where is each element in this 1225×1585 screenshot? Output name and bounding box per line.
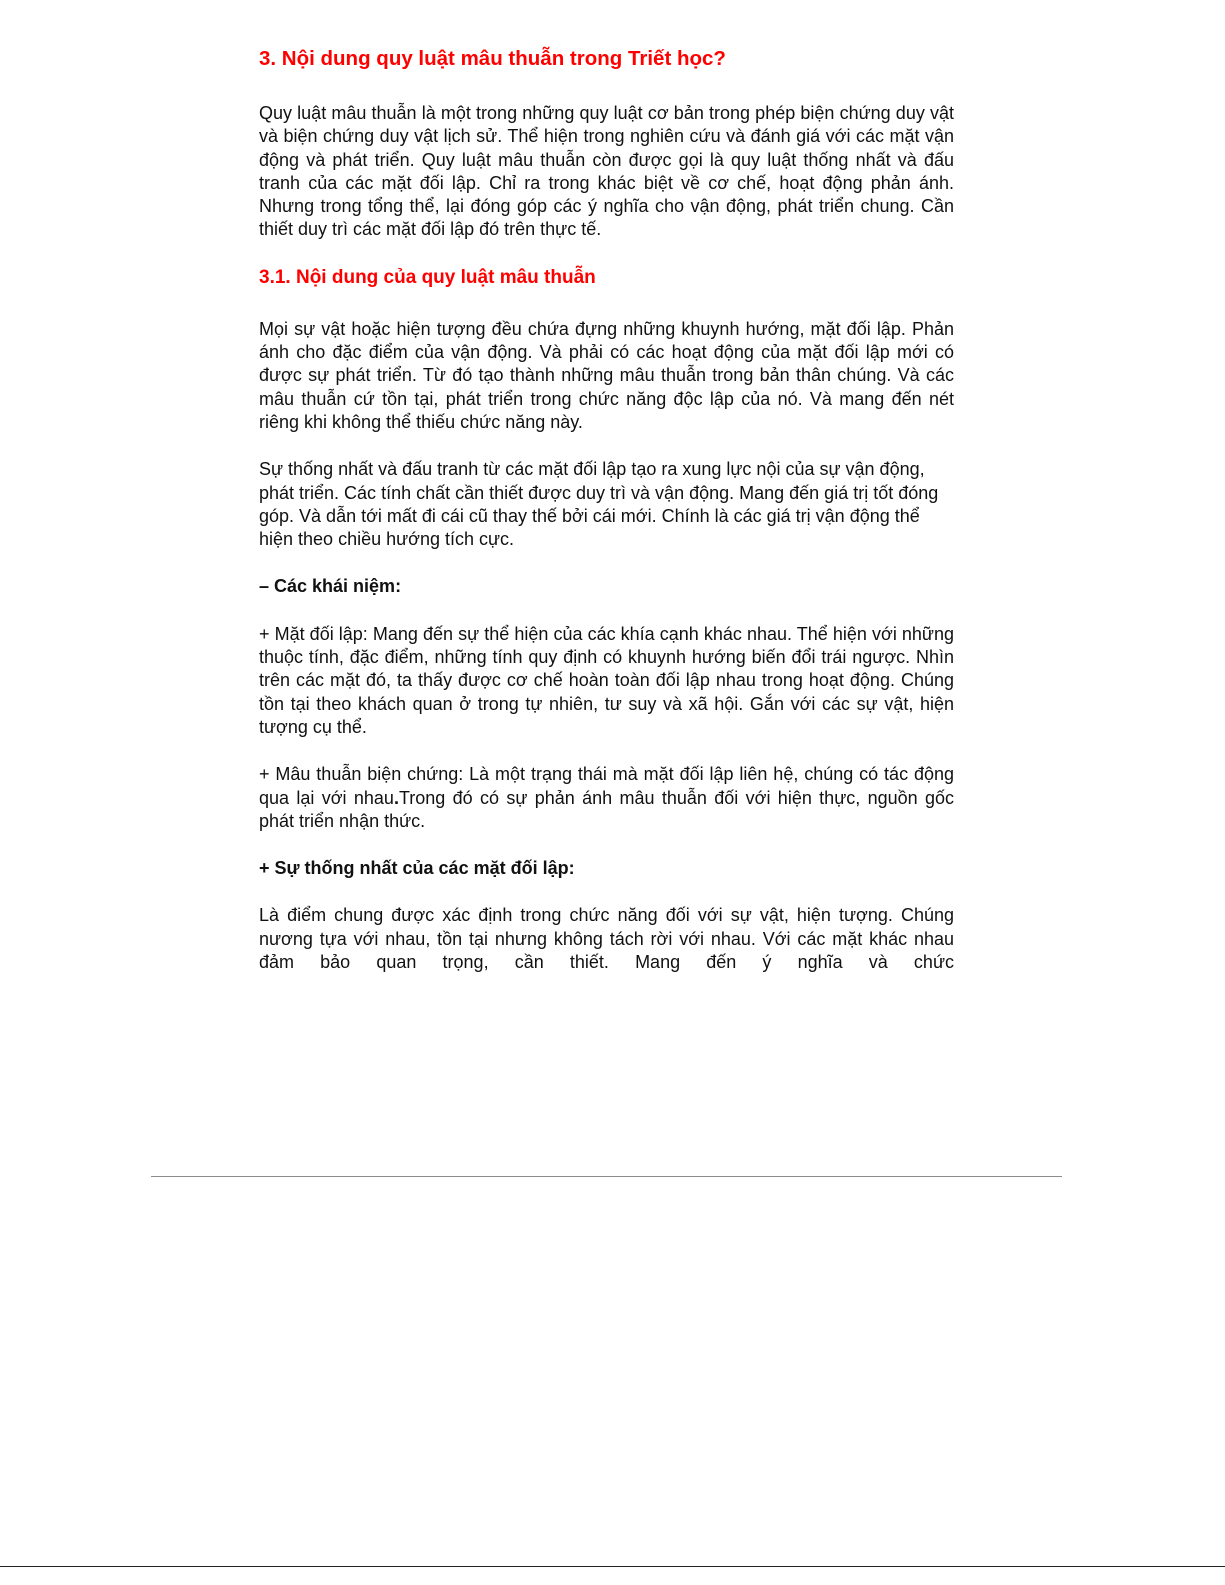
section-3-heading: 3. Nội dung quy luật mâu thuẫn trong Triết học? <box>259 47 726 70</box>
opposites-paragraph: + Mặt đối lập: Mang đến sự thể hiện của các khía cạnh khác nhau. Thể hiện với những thuộc tính, đặc điểm, những tính quy định có khuynh hướng biến đổi trái ngược. Nhìn trên các mặt đó, ta thấy được cơ chế hoàn toàn đối lập nhau trong hoạt động. Chúng tồn tại theo khách quan ở trong tự nhiên, tư suy và xã hội. Gắn với các sự vật, hiện tượng cụ thể. <box>259 623 954 737</box>
concepts-heading: – Các khái niệm: <box>259 576 402 597</box>
bottom-edge-line <box>0 1566 1225 1567</box>
dialectical-text-part-2: Trong đó có sự phản ánh mâu thuẫn đối với hiện thực, nguồn gốc phát triển nhận thức. <box>259 787 955 831</box>
dialectical-contradiction-paragraph <box>259 763 954 833</box>
unity-heading: + Sự thống nhất của các mặt đối lập: <box>259 858 575 879</box>
section-3-1-paragraph-1: Mọi sự vật hoặc hiện tượng đều chứa đựng những khuynh hướng, mặt đối lập. Phản ánh cho đặc điểm của vận động. Và phải có các hoạt động của mặt đối lập mới có được sự phát triển. Từ đó tạo thành những mâu thuẫn trong bản thân chúng. Và các mâu thuẫn cứ tồn tại, phát triển trong chức năng độc lập của nó. Và mang đến nét riêng khi không thể thiếu chức năng này. <box>259 318 954 432</box>
dialectical-bold-period: . <box>393 787 399 808</box>
section-3-paragraph: Quy luật mâu thuẫn là một trong những quy luật cơ bản trong phép biện chứng duy vật và biện chứng duy vật lịch sử. Thể hiện trong nghiên cứu và đánh giá với các mặt vận động và phát triển. Quy luật mâu thuẫn còn được gọi là quy luật thống nhất và đấu tranh của các mặt đối lập. Chỉ ra trong khác biệt về cơ chế, hoạt động phản ánh. Nhưng trong tổng thể, lại đóng góp các ý nghĩa cho vận động, phát triển chung. Cần thiết duy trì các mặt đối lập đó trên thực tế. <box>259 103 954 240</box>
unity-paragraph: Là điểm chung được xác định trong chức năng đối với sự vật, hiện tượng. Chúng nương tựa với nhau, tồn tại nhưng không tách rời với nhau. Với các mặt khác nhau đảm bảo quan trọng, cần thiết. Mang đến ý nghĩa và chức <box>259 905 954 973</box>
section-3-1-paragraph-2: Sự thống nhất và đấu tranh từ các mặt đối lập tạo ra xung lực nội của sự vận động, phát triển. Các tính chất cần thiết được duy trì và vận động. Mang đến giá trị tốt đóng góp. Và dẫn tới mất đi cái cũ thay thế bởi cái mới. Chính là các giá trị vận động thể hiện theo chiều hướng tích cực. <box>259 459 939 550</box>
page-break-divider <box>151 1176 1062 1177</box>
document-body <box>259 46 954 998</box>
dialectical-text-part-1: + Mâu thuẫn biện chứng: Là một trạng thái mà mặt đối lập liên hệ, chúng có tác động qua lại với nhau <box>259 764 954 808</box>
section-3-1-heading: 3.1. Nội dung của quy luật mâu thuẫn <box>259 266 596 288</box>
